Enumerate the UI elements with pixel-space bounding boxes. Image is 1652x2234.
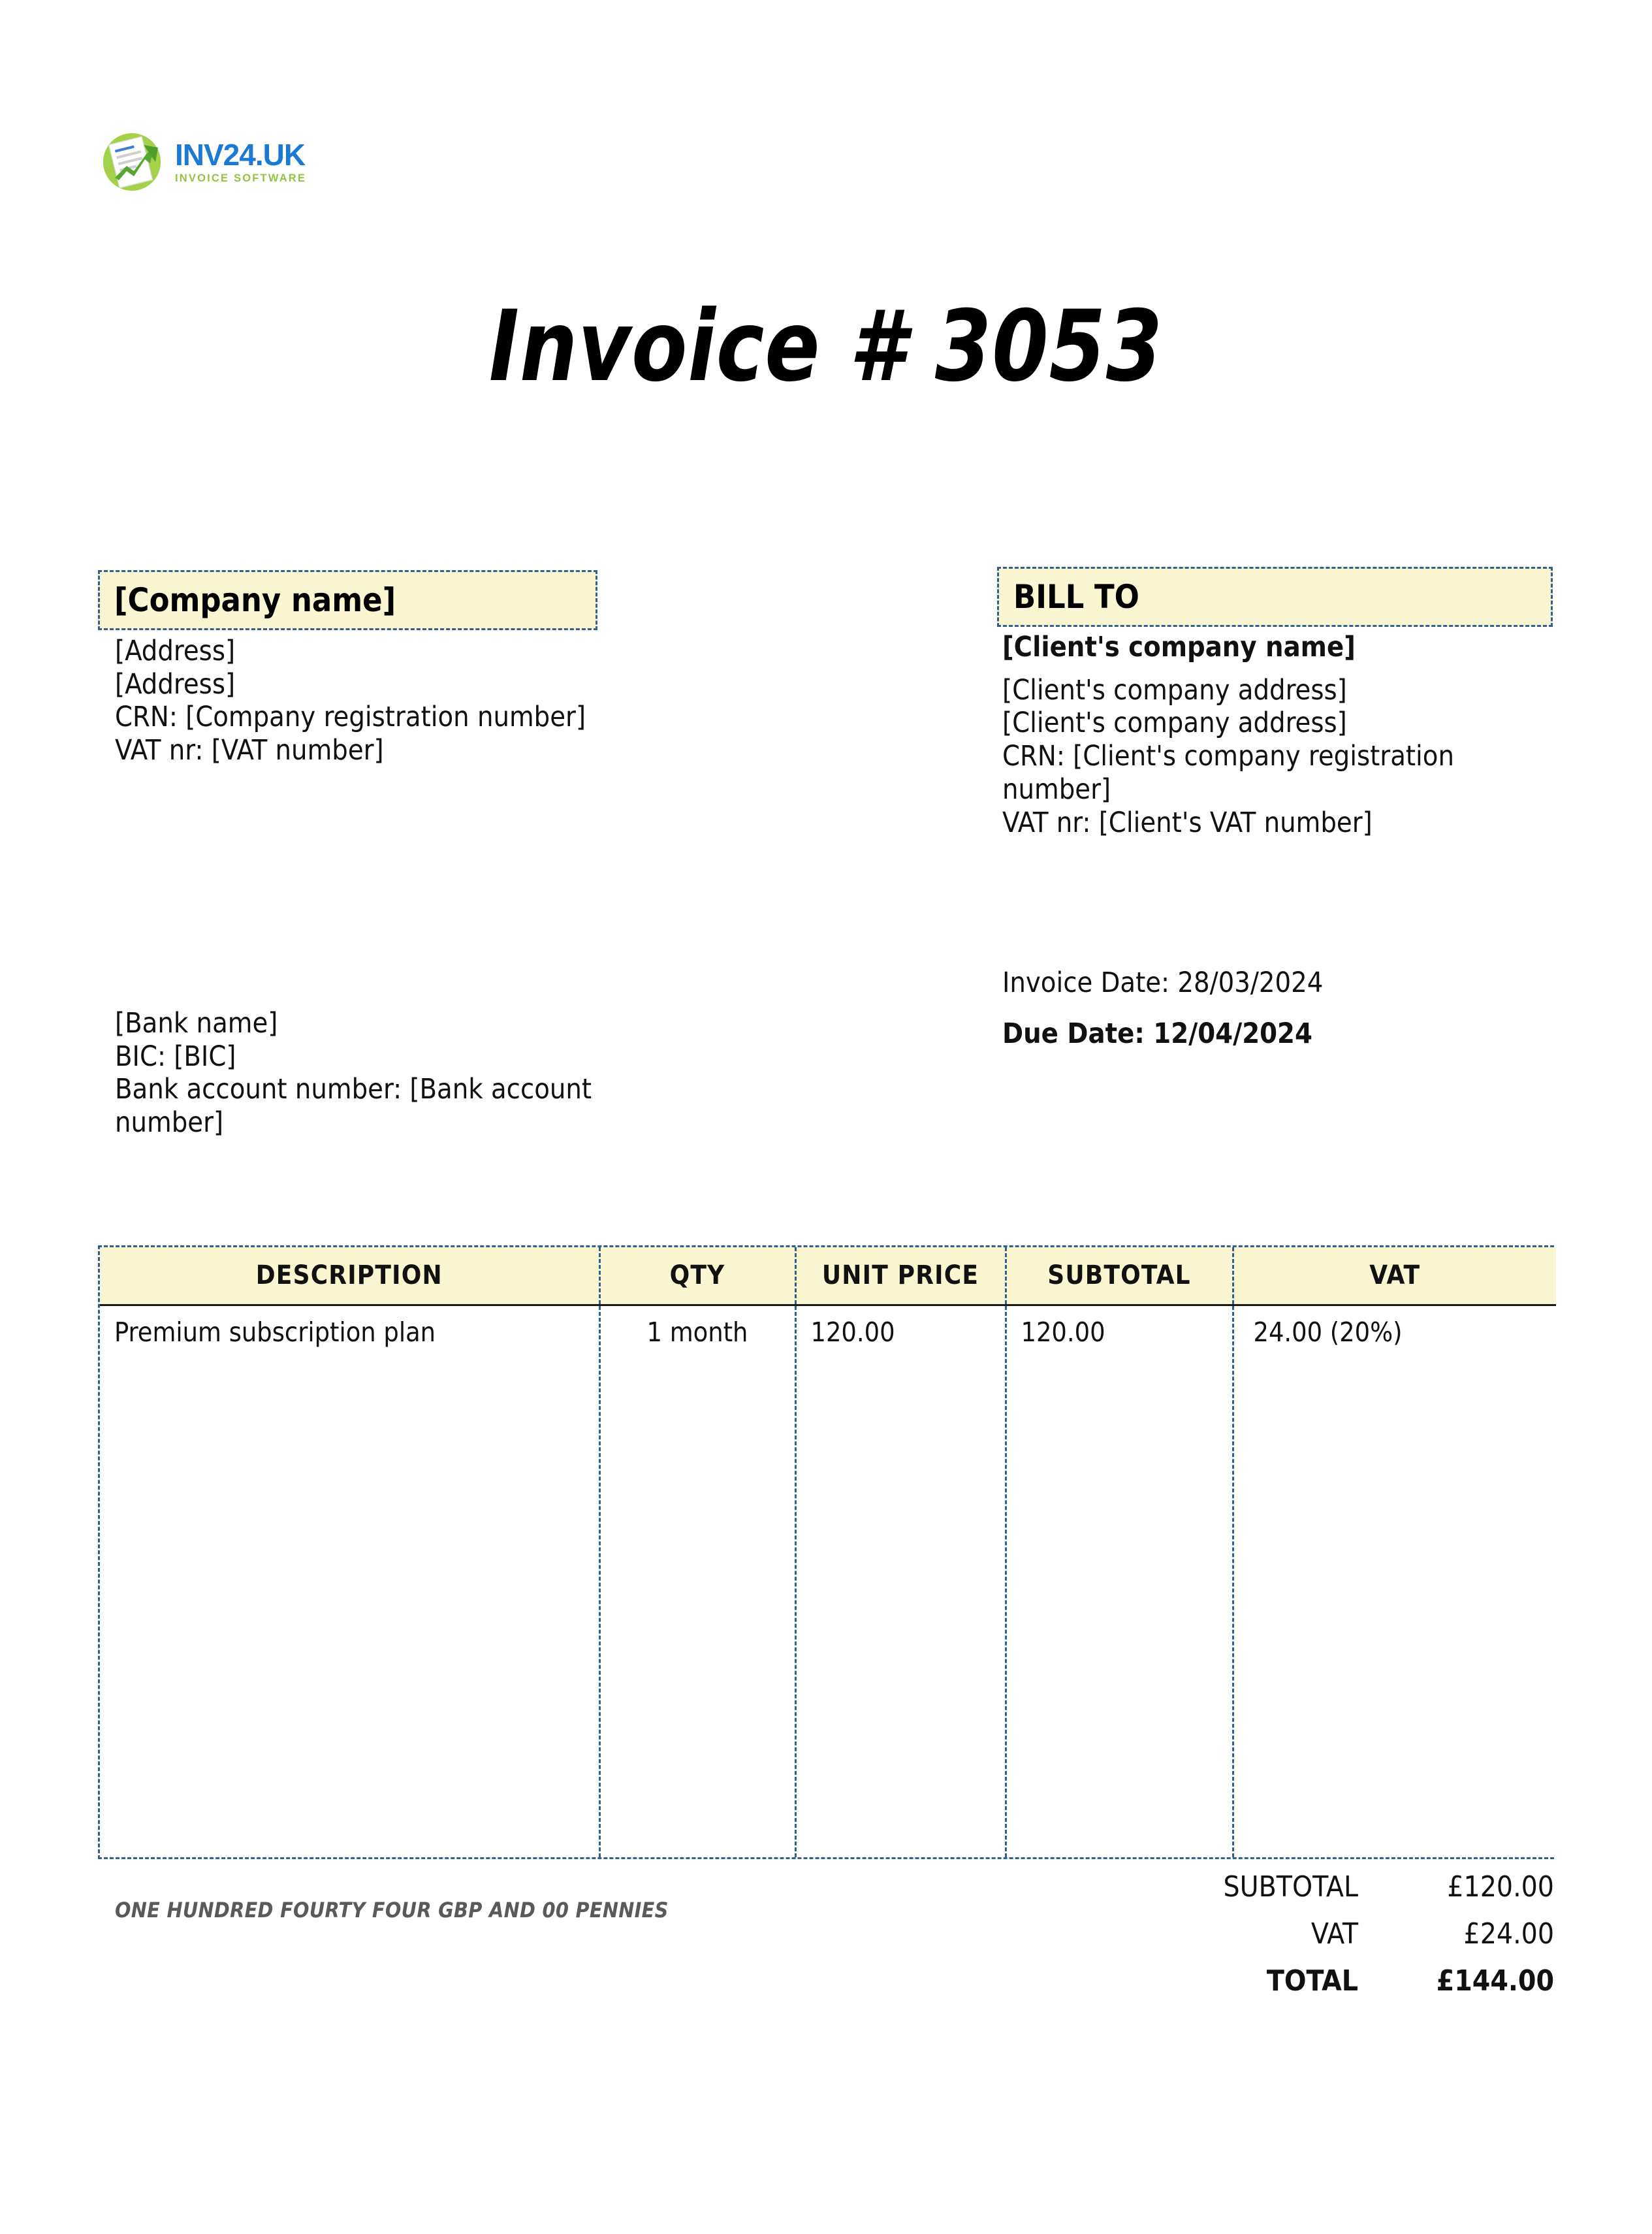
bill-to-heading: BILL TO — [1013, 578, 1139, 616]
amount-in-words: ONE HUNDRED FOURTY FOUR GBP AND 00 PENNIES — [115, 1898, 669, 1923]
vat-value: £24.00 — [1463, 1917, 1554, 1951]
column-header-unit-price: UNIT PRICE — [795, 1247, 1006, 1305]
bill-to-panel — [997, 567, 1553, 627]
totals-row-vat — [979, 1917, 1554, 1951]
client-crn: CRN: [Client's company registration number] — [1002, 740, 1454, 806]
inv24-logo-icon — [98, 128, 166, 196]
brand-logo[interactable] — [98, 128, 306, 196]
column-header-subtotal: SUBTOTAL — [1006, 1247, 1233, 1305]
column-header-description: DESCRIPTION — [100, 1247, 599, 1305]
bank-account-number: Bank account number: [Bank account number] — [115, 1073, 592, 1140]
company-name: [Company name] — [114, 581, 396, 619]
company-name-panel — [98, 570, 597, 630]
total-label: TOTAL — [1266, 1964, 1358, 1998]
column-header-vat: VAT — [1233, 1247, 1556, 1305]
vat-label: VAT — [1310, 1917, 1358, 1951]
column-header-qty: QTY — [599, 1247, 795, 1305]
logo-text — [175, 140, 306, 184]
bank-name: [Bank name] — [115, 1007, 278, 1040]
client-address-line-1: [Client's company address] — [1002, 673, 1347, 707]
cell-vat: 24.00 (20%) — [1233, 1305, 1556, 1857]
subtotal-label: SUBTOTAL — [1223, 1870, 1358, 1904]
bank-details — [115, 1007, 611, 1140]
logo-title: INV24.UK — [175, 138, 306, 172]
cell-qty: 1 month — [599, 1305, 795, 1857]
invoice-title: Invoice # 3053 — [488, 290, 1164, 404]
client-company-name: [Client's company name] — [1002, 631, 1356, 663]
totals-row-subtotal — [979, 1870, 1554, 1904]
subtotal-value: £120.00 — [1447, 1870, 1554, 1904]
due-date: Due Date: 12/04/2024 — [1002, 1017, 1312, 1050]
totals-row-total — [979, 1964, 1554, 1998]
table-row — [100, 1305, 1556, 1857]
client-details — [1002, 631, 1525, 839]
company-vat: VAT nr: [VAT number] — [115, 734, 384, 767]
logo-subtitle: INVOICE SOFTWARE — [175, 172, 307, 185]
company-crn: CRN: [Company registration number] — [115, 701, 586, 734]
company-address-line-1: [Address] — [115, 635, 236, 667]
company-details — [115, 635, 650, 767]
invoice-date: Invoice Date: 28/03/2024 — [1002, 966, 1324, 999]
company-address-line-2: [Address] — [115, 667, 236, 701]
totals-section — [979, 1870, 1554, 1998]
table-header-row — [100, 1247, 1556, 1305]
total-value: £144.00 — [1436, 1964, 1554, 1998]
invoice-dates — [1002, 966, 1525, 1050]
cell-description: Premium subscription plan — [100, 1305, 599, 1857]
cell-unit-price: 120.00 — [795, 1305, 1006, 1857]
line-items-table — [98, 1245, 1554, 1859]
client-vat: VAT nr: [Client's VAT number] — [1002, 806, 1373, 839]
bank-bic: BIC: [BIC] — [115, 1040, 236, 1073]
client-address-line-2: [Client's company address] — [1002, 707, 1347, 740]
cell-subtotal: 120.00 — [1006, 1305, 1233, 1857]
